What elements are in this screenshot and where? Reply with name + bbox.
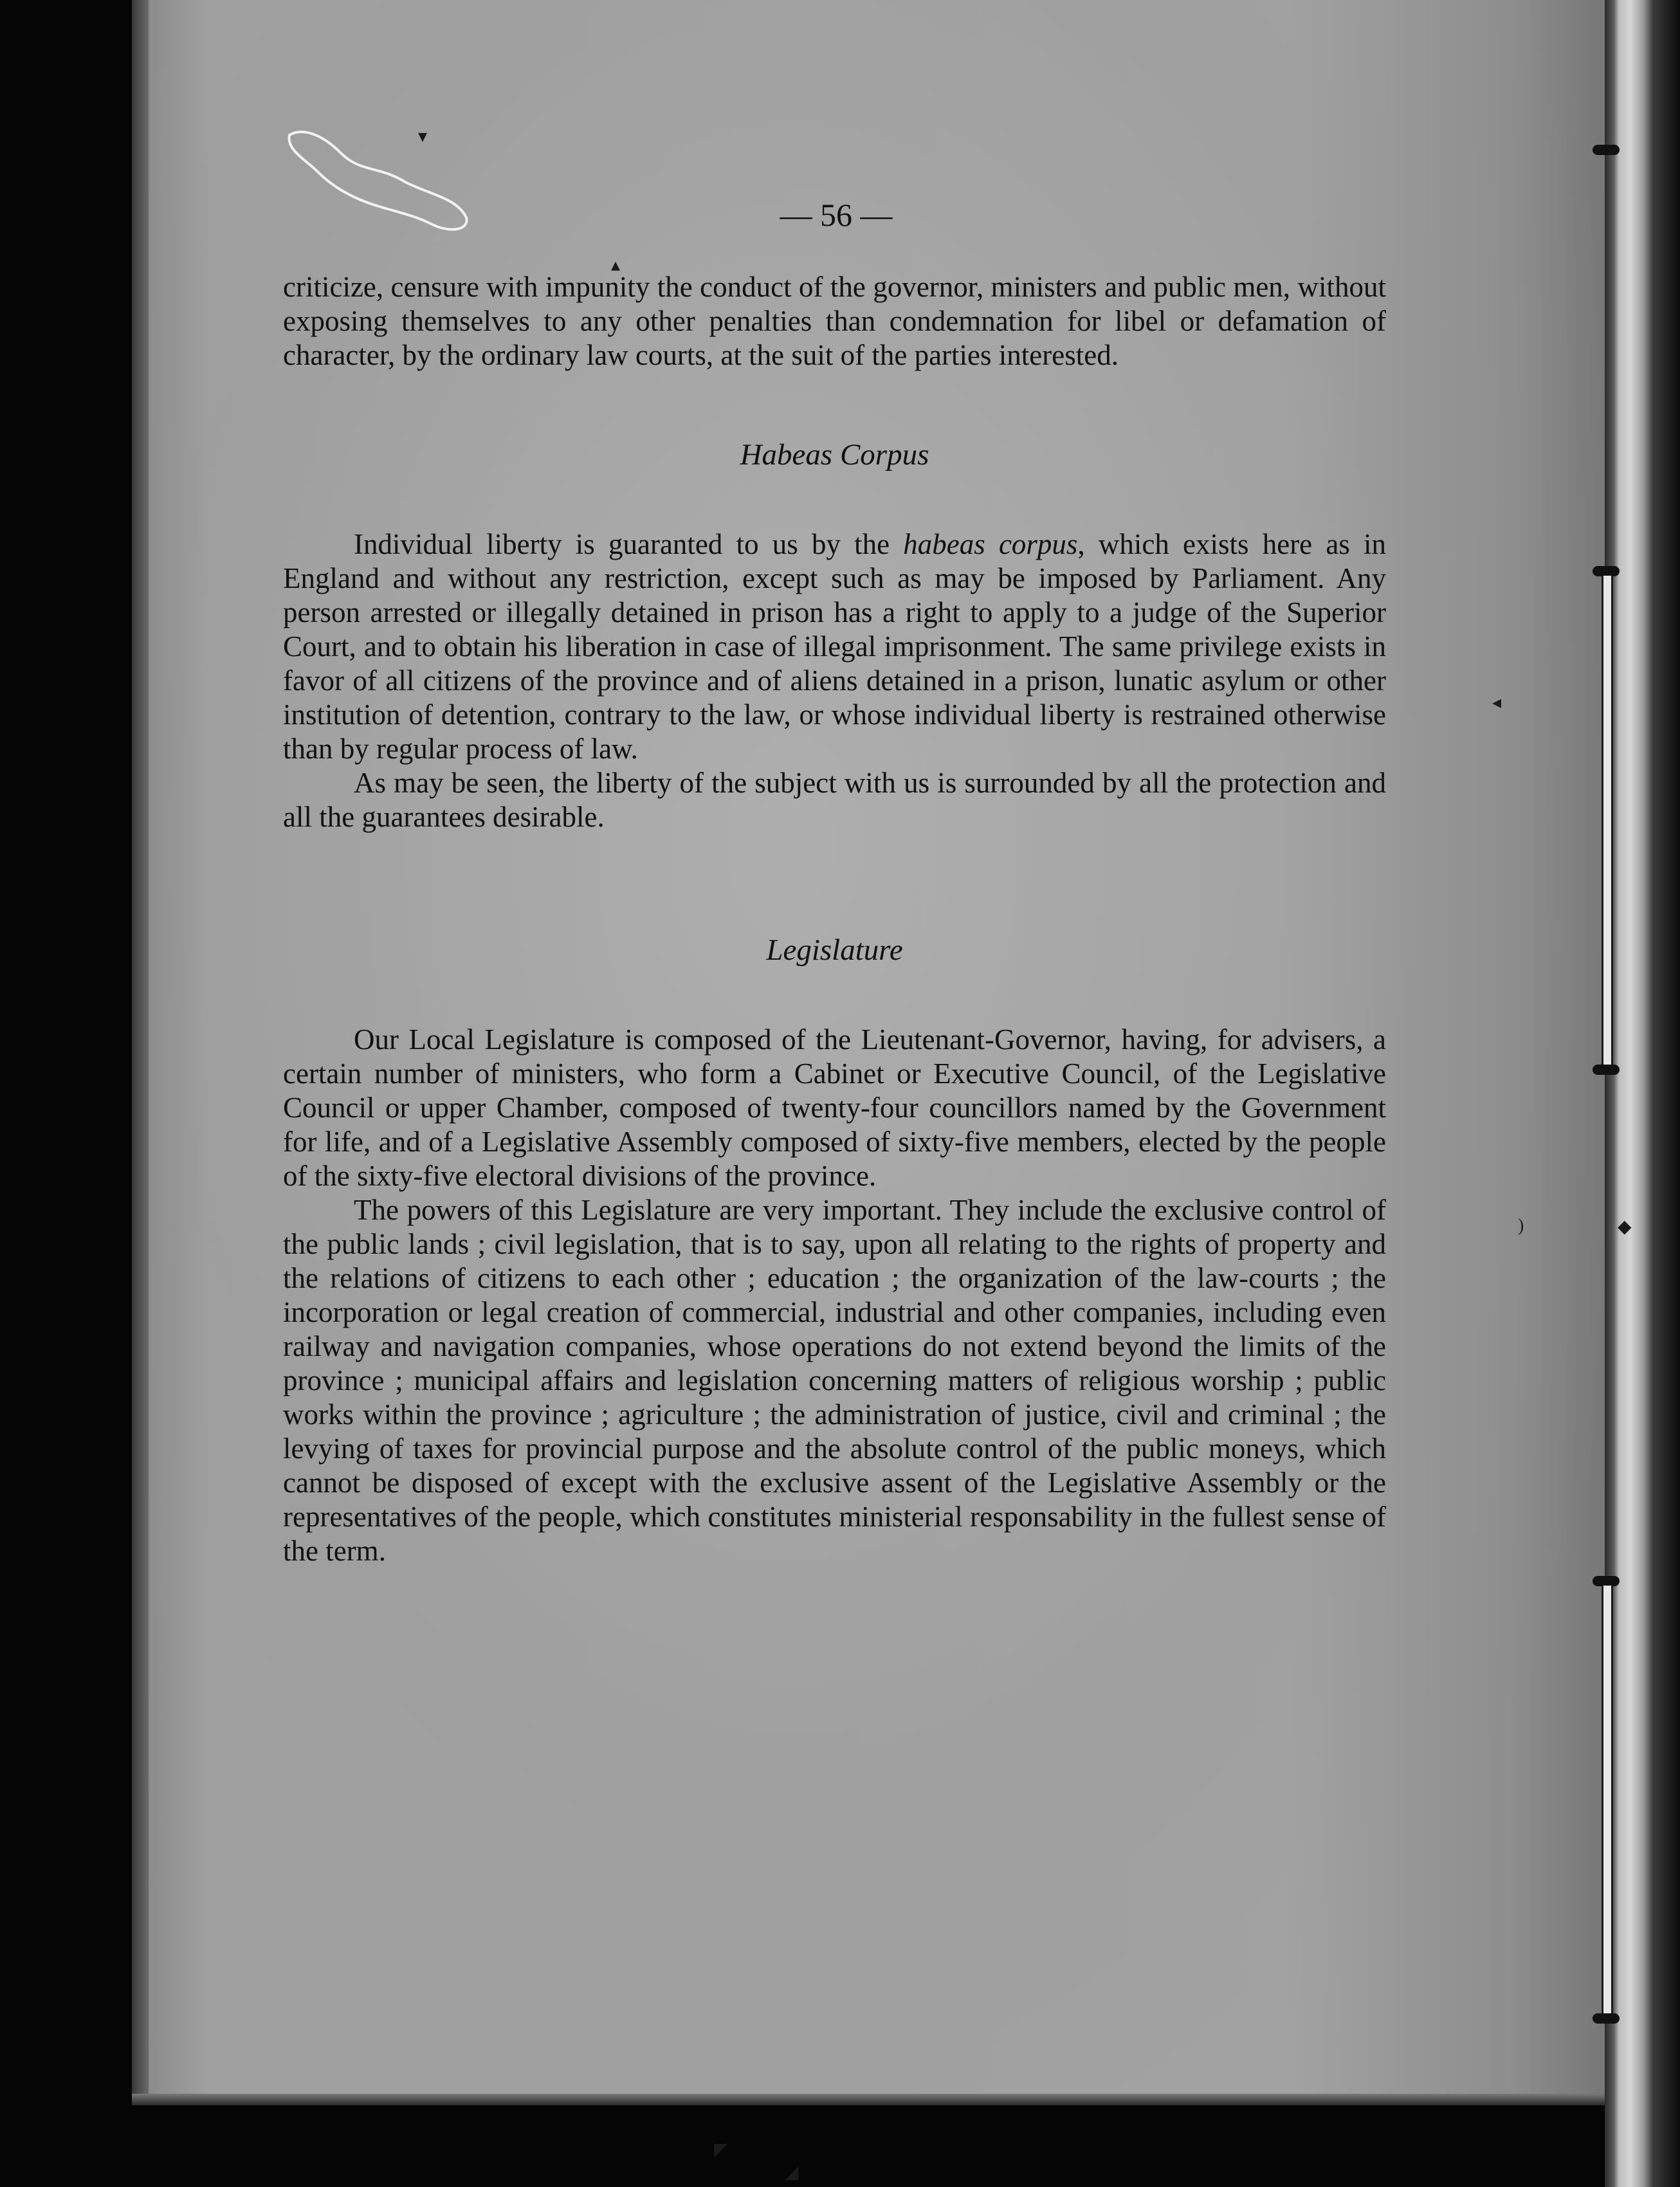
page-number: — 56 — <box>780 197 893 233</box>
binding-stitch <box>1593 145 1620 155</box>
legislature-composition-paragraph: Our Local Legislature is composed of the Lieutenant-Governor, having, for advisers, a certain number of ministers, who form a Cabinet or Executive Council, of the Legislative Council or upper Chamber, composed of twenty-four councillors named by the Government for life, and of a Legislative Assembly composed of sixty-five members, elected by the people of the sixty-five electoral divisions of the province. <box>283 1023 1386 1192</box>
habeas-corpus-body <box>283 527 1386 834</box>
intro-paragraph: criticize, censure with impunity the conduct of the governor, ministers and public men, without exposing themselves to any other penalties than condemnation for libel or defamation of character, by the ordinary law courts, at the suit of the parties interested. <box>283 271 1386 371</box>
ink-speck: ▴ <box>611 255 621 275</box>
ink-speck: ◆ <box>1618 1217 1632 1237</box>
habeas-corpus-italic-term: habeas corpus <box>903 528 1078 560</box>
page-bottom-edge <box>132 2094 1605 2105</box>
habeas-text-before: Individual liberty is guaranted to us by the <box>354 528 904 560</box>
section-heading-legislature: Legislature <box>766 933 903 967</box>
binding-strip <box>1605 0 1680 2187</box>
binding-thread <box>1602 1586 1613 2017</box>
ink-speck: ◢ <box>785 2163 799 2182</box>
binding-stitch <box>1593 2013 1620 2024</box>
liberty-summary-paragraph: As may be seen, the liberty of the subject with us is surrounded by all the protection and all the guarantees desirable. <box>283 767 1386 833</box>
habeas-corpus-paragraph <box>283 527 1386 766</box>
section-heading-habeas-corpus: Habeas Corpus <box>740 438 929 471</box>
legislature-body <box>283 1023 1386 1568</box>
binding-stitch <box>1593 566 1620 576</box>
binding-thread <box>1602 576 1613 1068</box>
ink-speck: ◂ <box>1492 693 1502 713</box>
binding-stitch <box>1593 1576 1620 1586</box>
intro-paragraph-block <box>283 270 1386 372</box>
ink-speck: ◤ <box>714 2140 728 2160</box>
ink-speck: ) <box>1518 1216 1524 1236</box>
binding-stitch <box>1593 1065 1620 1075</box>
habeas-text-after: , which exists here as in England and without any restriction, except such as may be imposed by Parliament. Any person arrested or illegally detained in prison has a right to apply to a judge of the Superior Court, and to obtain his liberation in case of illegal imprisonment. The same privilege exists in favor of all citizens of the province and of aliens detained in a prison, lunatic asylum or other institution of detention, contrary to the law, or whose individual liberty is restrained otherwise than by regular process of law. <box>283 528 1386 765</box>
paper-stain-mark <box>283 127 476 237</box>
page-gutter-shadow <box>132 0 149 2103</box>
ink-speck: ▾ <box>418 127 428 147</box>
legislature-powers-paragraph: The powers of this Legislature are very important. They include the exclusive control of the public lands ; civil legislation, that is to say, upon all relating to the rights of property and the relations of citizens to each other ; education ; the organization of the law-courts ; the incorporation or legal creation of commercial, industrial and other companies, including even railway and navigation companies, whose operations do not extend beyond the limits of the province ; municipal affairs and legislation concerning matters of religious worship ; public works within the province ; agriculture ; the administration of justice, civil and criminal ; the levying of taxes for provincial purpose and the absolute control of the public moneys, which cannot be disposed of except with the exclusive assent of the Legislative Assembly or the representatives of the people, which constitutes ministerial responsability in the fullest sense of the term. <box>283 1194 1386 1567</box>
